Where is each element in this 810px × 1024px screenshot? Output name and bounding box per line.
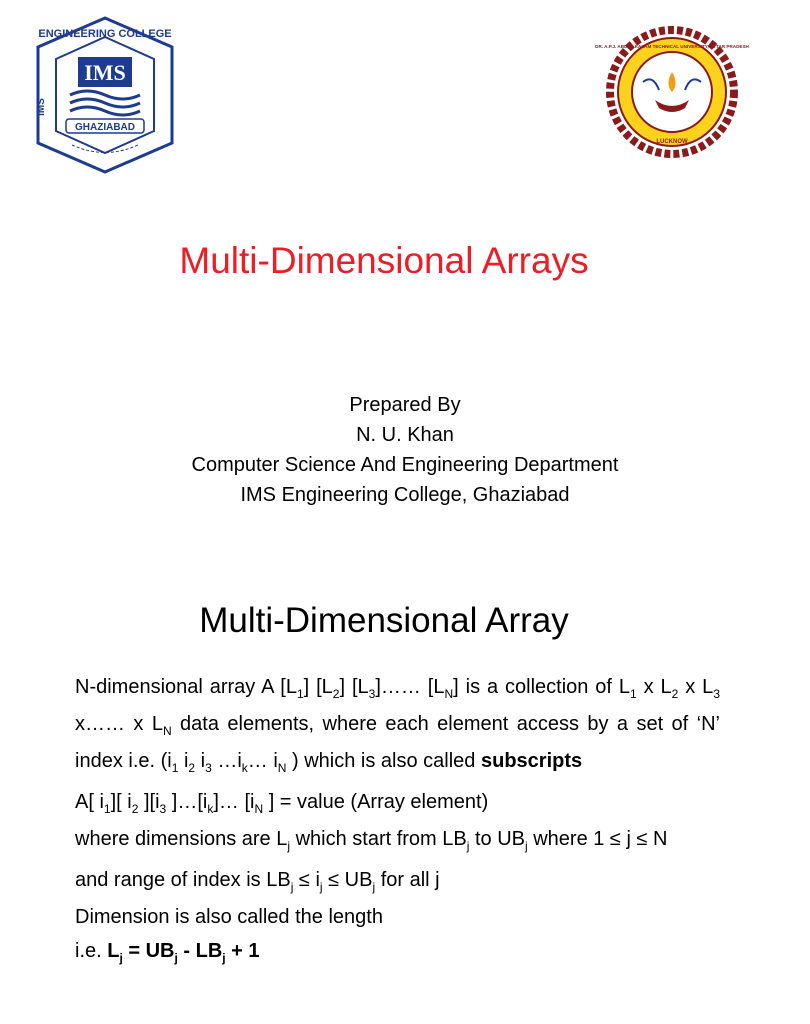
logo-bottom-text: LUCKNOW	[656, 139, 688, 145]
presentation-title: Multi-Dimensional Arrays	[179, 240, 589, 281]
prepared-by-label: Prepared By	[349, 394, 461, 416]
logo-arc-text: DR. A.P.J. ABDUL KALAM TECHNICAL UNIVERSITY, UTTAR PRADESH	[595, 44, 749, 49]
logo-arc-text: ENGINEERING COLLEGE	[38, 28, 172, 40]
ims-college-logo	[30, 15, 180, 175]
definition-paragraph: N-dimensional array A $[L_1]$ $[L_2]$ $[L_3]\dots\dots$ $[L_N]$ is a collection of $L_1$ x $L_2$ x $L_3$ x…… x $L_N$ data elements, where each element access by a set of ‘N’ index i.e. ($i_1$ $i_2$ $i_3$ $\dots i_k\dots$ $i_N$ ) which is also called subscripts	[75, 676, 720, 775]
dimensions-text: where dimensions are $L_j$ which start from $LB_j$ to $UB_j$ where 1 ≤ j ≤ N	[75, 828, 668, 853]
length-text: Dimension is also called the length	[75, 906, 383, 928]
array-element-formula: A[ $i_1$][ $i_2$ ][$i_3$ ]$\dots[i_k]\dots$ [$i_N$ ] = value (Array element)	[75, 791, 489, 816]
college-name: IMS Engineering College, Ghaziabad	[240, 484, 570, 506]
logo-side-text: IMS	[36, 98, 47, 116]
aktu-university-logo	[595, 12, 749, 172]
subscripts-term: subscripts	[480, 750, 583, 772]
content-slide	[0, 576, 768, 1024]
index-range-text: and range of index is $LB_j \le i_j \le UB_j$ for all j	[75, 869, 440, 894]
department-name: Computer Science And Engineering Department	[191, 454, 619, 476]
logo-center-text: IMS	[84, 60, 126, 85]
slide-body	[75, 672, 720, 973]
logo-banner-text: GHAZIABAD	[75, 122, 135, 133]
credits-block	[0, 390, 810, 510]
slide-title: Multi-Dimensional Array	[199, 601, 569, 640]
author-name: N. U. Khan	[356, 424, 454, 446]
length-formula: i.e. $L_j = UB_j - LB_j + 1$	[75, 940, 260, 965]
